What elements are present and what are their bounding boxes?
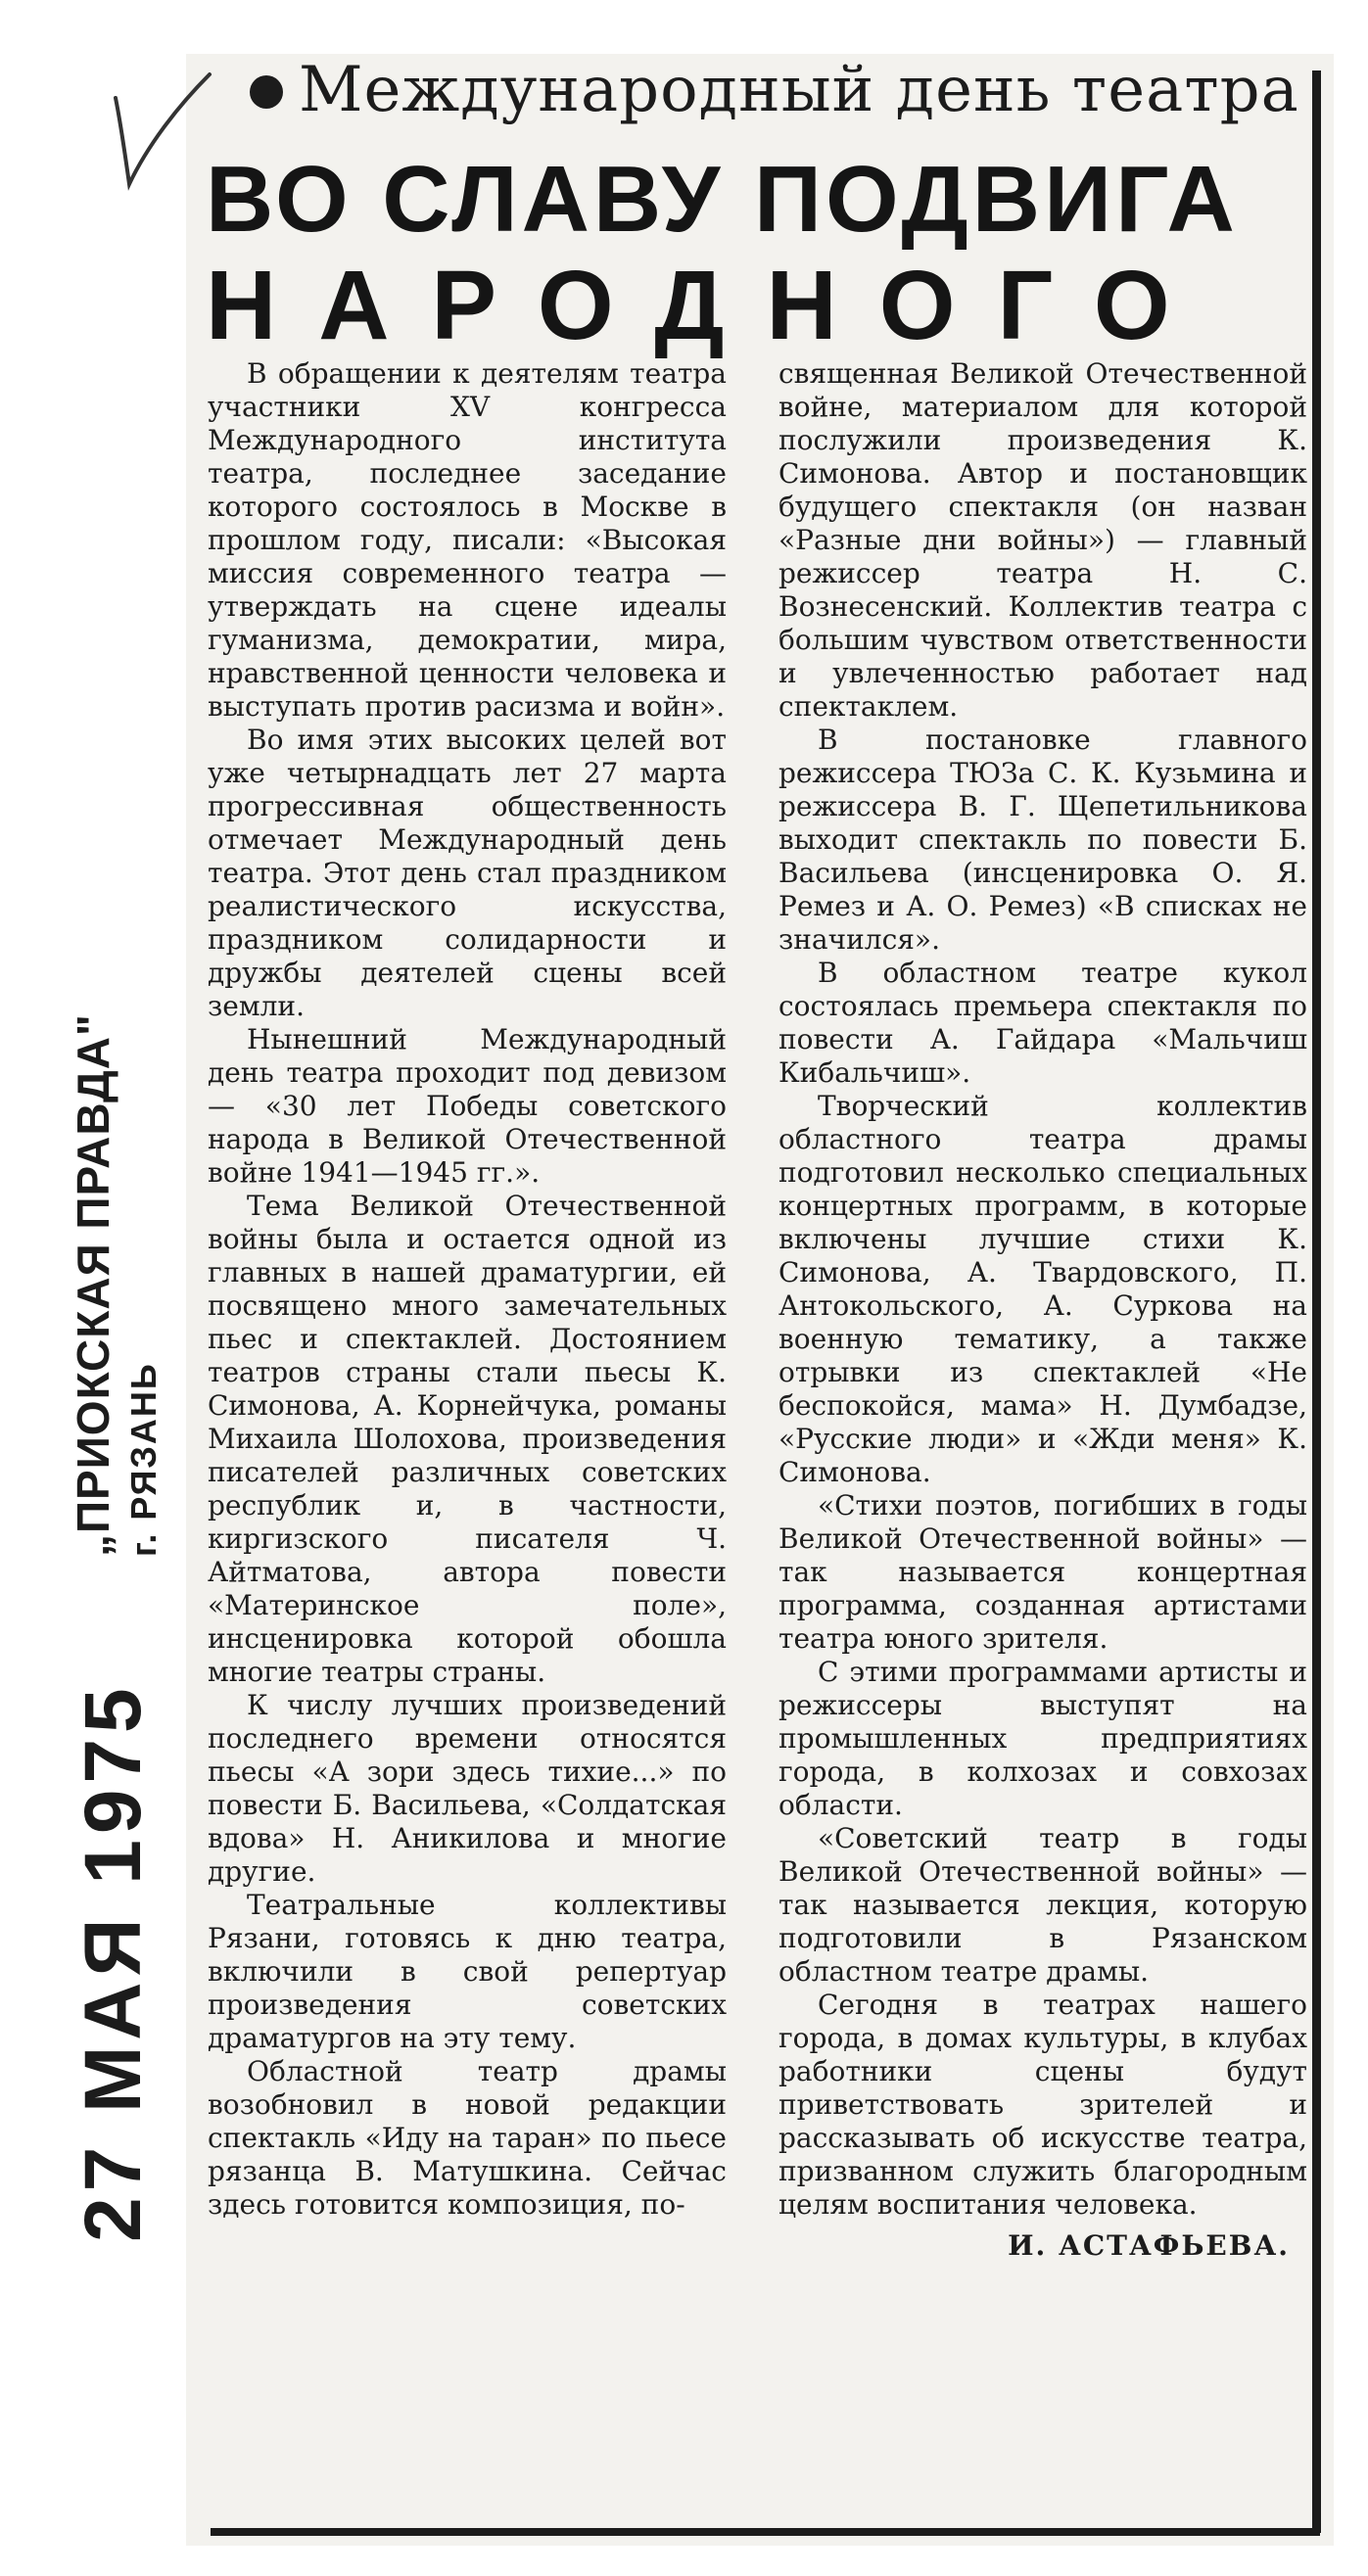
- archive-stamp: [65, 264, 182, 2242]
- headline: [206, 147, 1307, 360]
- headline-line-1: ВО СЛАВУ ПОДВИГА: [206, 147, 1239, 252]
- paragraph: «Стихи поэтов, погибших в годы Великой Отечественной войны» — так называется концертная программа, созданная артистами театра юного зрителя.: [778, 1489, 1307, 1655]
- paragraph: В постановке главного режиссера ТЮЗа С. К. Кузьмина и режиссера В. Г. Щепетильникова выходит спектакль по повести Б. Васильева (инсценировка О. Я. Ремез и А. О. Ремез) «В списках не значился».: [778, 724, 1307, 956]
- paragraph: Творческий коллектив областного театра драмы подготовил несколько специальных концертных программ, в которые включены лучшие стихи К. Симонова, А. Твардовского, П. Антокольского, А. Суркова на военную тематику, а также отрывки из спектаклей «Не беспокойся, мама» Н. Думбадзе, «Русские люди» и «Жди меня» К. Симонова.: [778, 1090, 1307, 1488]
- right-border-rule: [1312, 70, 1321, 2533]
- paragraph: Во имя этих высоких целей вот уже четырнадцать лет 27 марта прогрессивная общественность отмечает Международный день театра. Этот день стал праздником реалистического искусства, праздником солидарности и дружбы деятелей сцены всей земли.: [208, 724, 727, 1022]
- article-column-right: [778, 357, 1307, 2511]
- paragraph: Нынешний Международный день театра проходит под девизом — «30 лет Победы советского народа в Великой Отечественной войне 1941—1945 гг.».: [208, 1023, 727, 1189]
- bottom-border-rule: [211, 2528, 1320, 2536]
- article-column-left: [208, 357, 727, 2511]
- stamp-date: 27 МАЯ 1975: [69, 1682, 158, 2242]
- bullet-icon: [250, 75, 283, 109]
- author-signature: И. АСТАФЬЕВА.: [1008, 2229, 1290, 2262]
- paragraph-continuation: священная Великой Отечественной войне, материалом для которой послужили произведения К. Симонова. Автор и постановщик будущего спектакля (он назван «Разные дни войны») — главный режиссер театра Н. С. Вознесенский. Коллектив театра с большим чувством ответственности и увлеченностью работает над спектаклем.: [778, 357, 1307, 723]
- paragraph: Сегодня в театрах нашего города, в домах культуры, в клубах работники сцены будут приветствовать зрителей и рассказывать об искусстве театра, призванном служить благородным целям воспитания человека.: [778, 1989, 1307, 2221]
- stamp-newspaper-name: „ПРИОКСКАЯ ПРАВДА": [68, 1013, 118, 1557]
- rubric-heading: [250, 51, 1299, 129]
- paragraph: Областной театр драмы возобновил в новой редакции спектакль «Иду на таран» по пьесе рязанца В. Матушкина. Сейчас здесь готовится композиция, по-: [208, 2055, 727, 2221]
- headline-line-2: НАРОДНОГО: [206, 251, 1212, 360]
- paragraph: Театральные коллективы Рязани, готовясь к дню театра, включили в свой репертуар произведения советских драматургов на эту тему.: [208, 1889, 727, 2054]
- paragraph: К числу лучших произведений последнего времени относятся пьесы «А зори здесь тихие...» по повести Б. Васильева, «Солдатская вдова» Н. Аникилова и многие другие.: [208, 1689, 727, 1888]
- rubric-text: Международный день театра: [299, 54, 1299, 126]
- paragraph: В областном театре кукол состоялась премьера спектакля по повести А. Гайдара «Мальчиш Кибальчиш».: [778, 957, 1307, 1089]
- paragraph: В обращении к деятелям театра участники XV конгресса Международного института театра, последнее заседание которого состоялось в Москве в прошлом году, писали: «Высокая миссия современного театра — утверждать на сцене идеалы гуманизма, демократии, мира, нравственной ценности человека и выступать против расизма и войн».: [208, 357, 727, 723]
- paragraph: «Советский театр в годы Великой Отечественной войны» — так называется лекция, которую подготовили в Рязанском областном театре драмы.: [778, 1822, 1307, 1988]
- stamp-city: г. РЯЗАНЬ: [123, 1362, 164, 1557]
- handwritten-checkmark-icon: [108, 69, 215, 206]
- paragraph: С этими программами артисты и режиссеры выступят на промышленных предприятиях города, в колхозах и совхозах области.: [778, 1656, 1307, 1821]
- paragraph: Тема Великой Отечественной войны была и остается одной из главных в нашей драматургии, ей посвящено много замечательных пьес и спектаклей. Достоянием театров страны стали пьесы К. Симонова, А. Корнейчука, романы Михаила Шолохова, произведения писателей различных советских республик и, в частности, киргизского писателя Ч. Айтматова, автора повести «Материнское поле», инсценировка которой обошла многие театры страны.: [208, 1190, 727, 1688]
